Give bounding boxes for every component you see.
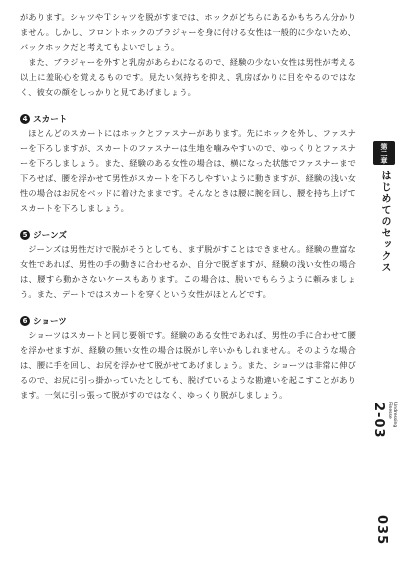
page-number: 035 — [374, 515, 389, 546]
section-title: ジーンズ — [33, 230, 67, 241]
section-title: スカート — [33, 114, 68, 125]
chapter-badge-label: 第二章 — [380, 142, 388, 164]
section-shorts — [20, 313, 356, 403]
section-number-badge: 6 — [20, 316, 30, 326]
intro-paragraph-1: があります。シャツやＴシャツを脱がすまでは、ホックがどちらにあるかもちろん分かりません。しかし、フロントホックのブラジャーを身に付ける女性は一般的に少ないため、バックホックだと考えてもよいでしょう。 — [20, 12, 356, 52]
chapter-badge — [373, 141, 395, 165]
section-body: ほとんどのスカートにはホックとファスナーがあります。先にホックを外し、ファスナーを下ろしますが、スカートのファスナーは生地を噛みやすいので、ゆっくりとファスナーを下ろしましょう。また、経験のある女性の場合は、横になった状態でファスナーまで下ろせば、腰を浮かせて男性がスカートを下ろしやすいように動きますが、経験の浅い女性の場合はお尻をベッドに着けたままです。そんなときは腰に腕を回し、腰を持ち上げてスカートを下ろしましょう。 — [20, 128, 356, 213]
chapter-title: はじめてのセックス — [379, 170, 390, 274]
main-text-column — [20, 10, 356, 403]
section-heading — [20, 111, 356, 126]
section-body: ショーツはスカートと同じ要領です。経験のある女性であれば、男性の手に合わせて腰を浮かせますが、経験の無い女性の場合は脱がし辛いかもしれません。そのような場合は、腰に手を回し、お尻を浮かせて脱がせてあげましょう。また、ショーツは非常に伸びるので、お尻に引っ掛かっていたとしても、脱げているような勘違いを起こすことがあります。一気に引っ張って脱がすのではなく、ゆっくり脱がしましょう。 — [20, 330, 356, 400]
section-heading — [20, 227, 356, 242]
section-subtitle-line-1: Undressing — [392, 402, 397, 428]
section-number-badge: 4 — [20, 114, 30, 124]
section-number-badge: 5 — [20, 230, 30, 240]
section-title: ショーツ — [33, 316, 67, 327]
section-subtitle-line-2: Finesse — [387, 402, 392, 419]
section-skirt — [20, 111, 356, 216]
section-code: 2-03 — [371, 402, 386, 439]
section-subtitle — [387, 402, 397, 427]
section-jeans — [20, 227, 356, 302]
section-body: ジーンズは男性だけで脱がそうとしても、まず脱がすことはできません。経験の豊富な女性であれば、男性の手の動きに合わせるか、自分で脱ぎますが、経験の浅い女性の場合は、腰すら動かさないケースもあります。この場合は、脱いでもらうように頼みましょう。また、デートではスカートを穿くという女性がほとんどです。 — [20, 244, 356, 299]
intro-paragraph-2: また、ブラジャーを外すと乳房があらわになるので、経験の少ない女性は男性が考える以上に羞恥心を覚えるものです。見たい気持ちを抑え、乳房ばかりに目をやるのではなく、彼女の顔をしっかりと見てあげましょう。 — [20, 57, 356, 97]
section-heading — [20, 313, 356, 328]
